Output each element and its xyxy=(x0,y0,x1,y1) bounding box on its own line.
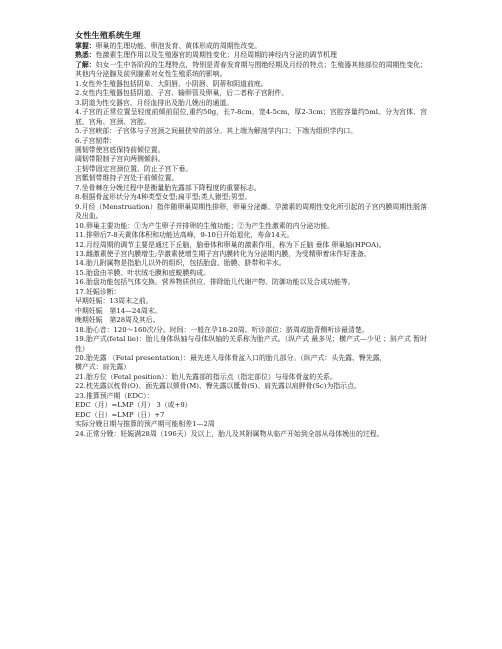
content-line: EDC（月）=LMP（月） 3（或+9） xyxy=(75,401,192,410)
objective-key: 了解： xyxy=(75,60,96,69)
content-line: 13.雌激素使子宫内膜增生;孕激素使增生期子宫内膜转化为分泌期内膜，为受精卵着床作好准备。 xyxy=(75,249,371,258)
content-line: 主韧带固定宫颈位置、防止子宫下垂。 xyxy=(75,164,193,173)
content-line: 6.子宫韧带： xyxy=(75,136,117,145)
content-line: 24.正常分娩：妊娠满28周（196天）及以上，胎儿及其附属物从临产开始到全部从母体娩出的过程。 xyxy=(75,429,384,438)
objective-line xyxy=(75,61,427,80)
content-line: EDC（日）=LMP（日）+7 xyxy=(75,410,165,419)
content-line: 21.胎方位（Fetal position）：胎儿先露部的指示点（指定部位）与母体骨盆的关系。 xyxy=(75,372,337,381)
objective-line xyxy=(75,51,427,60)
content-line: 7.坐骨棘在分娩过程中是衡量胎先露部下降程度的重要标志。 xyxy=(75,183,261,192)
content-line: 1.女性外生殖器包括阴阜、大阴唇、小阴唇、阴蒂和阴道前庭。 xyxy=(75,79,268,88)
objective-key: 掌握： xyxy=(75,42,96,50)
content-line: 阔韧带限制子宫向两侧倾斜。 xyxy=(75,155,165,164)
content-line: 宫骶韧带维持子宫处于前倾位置。 xyxy=(75,174,179,183)
content-line: 横产式：肩先露） xyxy=(75,363,131,372)
content-line: 3.阴道为性交器官、月经血排出及胎儿娩出的通道。 xyxy=(75,98,234,107)
content-line: 早期妊娠：13周末之前。 xyxy=(75,297,153,306)
content-line: 中期妊娠 第14—24周末。 xyxy=(75,306,162,315)
content-line: 20.胎先露 （Fetal presentation）：最先进入母体骨盆入口的胎儿部分。（纵产式：头先露、臀先露， xyxy=(75,353,387,362)
content-line: 10.卵巢主要功能：①为产生卵子并排卵的生殖功能；②为产生性激素的内分泌功能。 xyxy=(75,221,335,230)
content-line: 实际分娩日期与推算的预产期可能相差1—2周 xyxy=(75,420,215,429)
content-line: 16.胎盘功能包括气体交换、营养物质供应、排除胎儿代谢产物、防御功能以及合成功能等。 xyxy=(75,278,355,287)
objective-text: 妇女一生中各阶段的生理特点，特别是青春发育期与围绝经期及月经的特点；生殖器其他部位的周期性变化；其他内分泌腺及前列腺素对女性生殖系统的影响。 xyxy=(75,60,428,79)
content-line: 12.月经周期的调节主要是通过下丘脑，脑垂体和卵巢的激素作用，称为下丘脑 垂体 卵巢轴(HPOA)。 xyxy=(75,240,386,249)
content-line: 9.月经（Menstruation）指伴随卵巢周期性排卵，卵巢分泌雌、孕激素的周期性变化所引起的子宫内膜周期性脱落及出血。 xyxy=(75,202,427,221)
content-line: 晚期妊娠 第28周及其后。 xyxy=(75,316,160,325)
content-line: 19.胎产式(fetal lie)：胎儿身体纵轴与母体纵轴的关系称为胎产式。（纵产式 最多见；横产式—少见 ；斜产式 暂时性） xyxy=(75,335,427,353)
content-line: 4.子宫的正常位置呈轻度前倾前屈位,重约50g，长7-8cm，宽4-5cm，厚2-3cm；宫腔容量约5ml。分为宫体、宫底、宫角、宫颈、宫腔。 xyxy=(75,108,427,126)
objective-text: 卵巢的生理功能、卵泡发育、黄体形成的周期性改变。 xyxy=(95,42,262,50)
document-title: 女性生殖系统生理 xyxy=(75,30,141,40)
content-line: 14.胎儿附属物是指胎儿以外的组织，包括胎盘、胎膜、脐带和羊水。 xyxy=(75,259,286,268)
content-line: 17.妊娠诊断： xyxy=(75,287,121,296)
content-line: 23.推算预产期（EDC）： xyxy=(75,391,154,400)
objective-key: 熟悉： xyxy=(75,51,96,60)
objectives-section xyxy=(75,42,427,80)
document-page xyxy=(75,30,427,439)
content-line: 圆韧带使宫底保持前倾位置。 xyxy=(75,145,165,154)
content-line: 8.根据骨盆形状分为4种类型女型;扁平型;类人猿型;男型。 xyxy=(75,193,252,202)
content-line: 15.胎盘由羊膜、叶状绒毛膜和底蜕膜构成。 xyxy=(75,268,210,277)
content-line: 18.胎心音：120～160次/分。时间：一般在孕18-20周。听诊部位：脐周或胎背侧听诊最清楚。 xyxy=(75,325,369,334)
objective-text: 性激素生理作用以及生殖器官的周期性变化；月经周期的神经内分泌的调节机理 xyxy=(95,51,337,60)
content-line: 2.女性内生殖器包括阴道、子宫、输卵管及卵巢，后二者称子宫附件。 xyxy=(75,89,289,98)
content-line: 5.子宫峡部：子宫体与子宫颈之间最狭窄的部分。其上端为解剖学内口；下端为组织学内口。 xyxy=(75,127,358,136)
content-list xyxy=(75,80,427,439)
content-line: 11.排卵后7-8天黄体体积和功能达高峰，9-10日开始退化，寿命14天。 xyxy=(75,231,294,240)
content-line: 22.枕先露以枕骨(O)、面先露以颏骨(M)、臀先露以骶骨(S)、肩先露以肩胛骨(Sc)为指示点。 xyxy=(75,382,361,391)
